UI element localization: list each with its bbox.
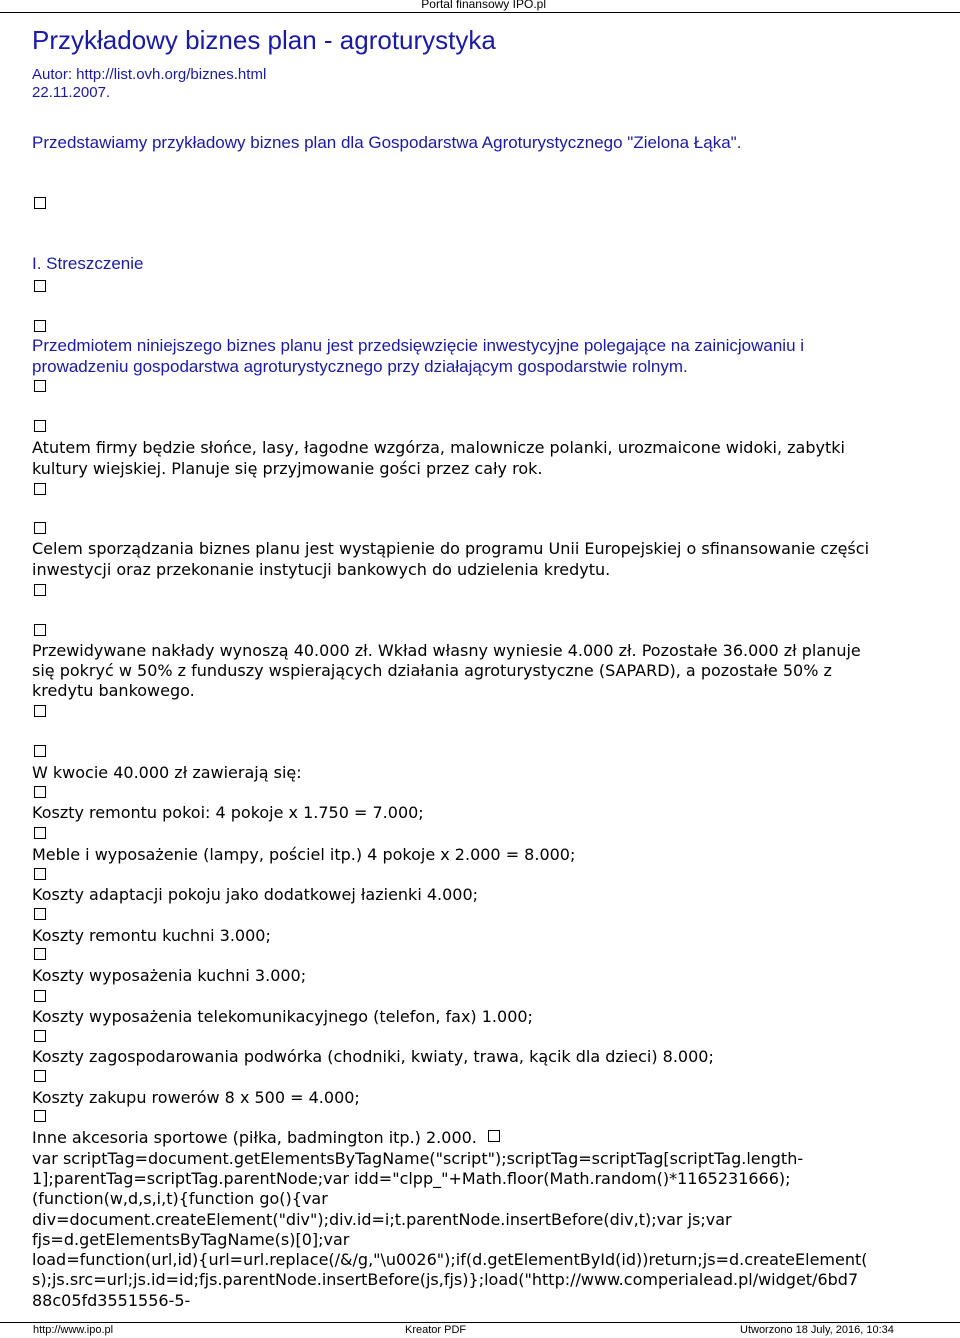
paragraph-line: inwestycji oraz przekonanie instytucji bankowych do udzielenia kredytu. [32, 560, 611, 579]
checkbox-glyph [34, 197, 46, 209]
checkbox-glyph [34, 1070, 46, 1082]
checkbox-glyph [34, 420, 46, 432]
script-line: load=function(url,id){url=url.replace(/&/g,"\u0026");if(d.getElementById(id))return;js=d.createElement( [32, 1250, 868, 1269]
script-line: 88c05fd3551556-5- [32, 1291, 191, 1310]
page-footer [0, 1322, 960, 1338]
document-meta [32, 66, 266, 102]
cost-item: Koszty remontu pokoi: 4 pokoje x 1.750 = 7.000; [32, 803, 424, 822]
checkbox-glyph [34, 1030, 46, 1042]
footer-creator: Kreator PDF [405, 1324, 467, 1336]
script-line: div=document.createElement("div");div.id=i;t.parentNode.insertBefore(div,t);var js;var [32, 1210, 732, 1229]
checkbox-glyph [34, 584, 46, 596]
paragraph-line: Celem sporządzania biznes planu jest wystąpienie do programu Unii Europejskiej o sfinansowanie części [32, 539, 870, 558]
cost-item: Koszty wyposażenia telekomunikacyjnego (telefon, fax) 1.000; [32, 1007, 533, 1026]
checkbox-glyph [34, 745, 46, 757]
publish-date: 22.11.2007. [32, 84, 111, 101]
paragraph-line: prowadzeniu gospodarstwa agroturystycznego przy działającym gospodarstwie rolnym. [32, 357, 688, 376]
document-title: Przykładowy biznes plan - agroturystyka [32, 25, 496, 55]
script-line: (function(w,d,s,i,t){function go(){var [32, 1189, 328, 1208]
script-line: 1];parentTag=scriptTag.parentNode;var idd="clpp_"+Math.floor(Math.random()*1165231666); [32, 1169, 791, 1188]
checkbox-glyph [34, 522, 46, 534]
checkbox-glyph [34, 705, 46, 717]
script-line: s);js.src=url;js.id=id;fjs.parentNode.insertBefore(js,fjs)};load("http://www.comperialead.pl/widget/6bd7 [32, 1270, 859, 1289]
author-line: Autor: http://list.ovh.org/biznes.html [32, 66, 267, 83]
cost-item: Koszty zakupu rowerów 8 x 500 = 4.000; [32, 1088, 360, 1107]
cost-item: Koszty zagospodarowania podwórka (chodniki, kwiaty, trawa, kącik dla dzieci) 8.000; [32, 1047, 714, 1066]
paragraph-line: Przedmiotem niniejszego biznes planu jest przedsięwzięcie inwestycyjne polegające na zainicjowaniu i [32, 336, 805, 355]
footer-url: http://www.ipo.pl [33, 1324, 114, 1336]
cost-item [32, 1128, 500, 1148]
checkbox-glyph [488, 1130, 500, 1142]
script-line: fjs=d.getElementsByTagName(s)[0];var [32, 1230, 350, 1249]
paragraph-line: kultury wiejskiej. Planuje się przyjmowanie gości przez cały rok. [32, 459, 543, 478]
checkbox-glyph [34, 990, 46, 1002]
checkbox-glyph [34, 380, 46, 392]
checkbox-glyph [34, 320, 46, 332]
cost-item: Koszty adaptacji pokoju jako dodatkowej łazienki 4.000; [32, 885, 479, 904]
header-rule [0, 12, 960, 13]
page-header [0, 0, 960, 14]
checkbox-glyph [34, 624, 46, 636]
paragraph-line: kredytu bankowego. [32, 681, 195, 700]
script-line: var scriptTag=document.getElementsByTagName("script");scriptTag=scriptTag[scriptTag.length- [32, 1149, 804, 1168]
paragraph-line: W kwocie 40.000 zł zawierają się: [32, 763, 302, 782]
intro-text: Przedstawiamy przykładowy biznes plan dla Gospodarstwa Agroturystycznego "Zielona Łąka". [32, 133, 742, 152]
paragraph-line: się pokryć w 50% z funduszy wspierających działania agroturystyczne (SAPARD), a pozostałe 50% z [32, 661, 832, 680]
paragraph-line: Przewidywane nakłady wynoszą 40.000 zł. Wkład własny wyniesie 4.000 zł. Pozostałe 36.000 zł planuje [32, 641, 861, 660]
checkbox-glyph [34, 786, 46, 798]
cost-item: Meble i wyposażenie (lampy, pościel itp.) 4 pokoje x 2.000 = 8.000; [32, 845, 576, 864]
checkbox-glyph [34, 280, 46, 292]
checkbox-glyph [34, 827, 46, 839]
cost-item: Koszty remontu kuchni 3.000; [32, 926, 271, 945]
checkbox-glyph [34, 483, 46, 495]
portal-name: Portal finansowy IPO.pl [419, 0, 548, 11]
checkbox-glyph [34, 868, 46, 880]
footer-rule [0, 1322, 960, 1323]
checkbox-glyph [34, 948, 46, 960]
cost-item: Koszty wyposażenia kuchni 3.000; [32, 966, 307, 985]
paragraph-line: Atutem firmy będzie słońce, lasy, łagodne wzgórza, malownicze polanki, urozmaicone widoki, zabytki [32, 438, 845, 457]
footer-created: Utworzono 18 July, 2016, 10:34 [740, 1324, 894, 1336]
cost-item-text: Inne akcesoria sportowe (piłka, badmington itp.) 2.000. [32, 1128, 477, 1147]
checkbox-glyph [34, 908, 46, 920]
checkbox-glyph [34, 1110, 46, 1122]
section-heading: I. Streszczenie [32, 254, 144, 273]
